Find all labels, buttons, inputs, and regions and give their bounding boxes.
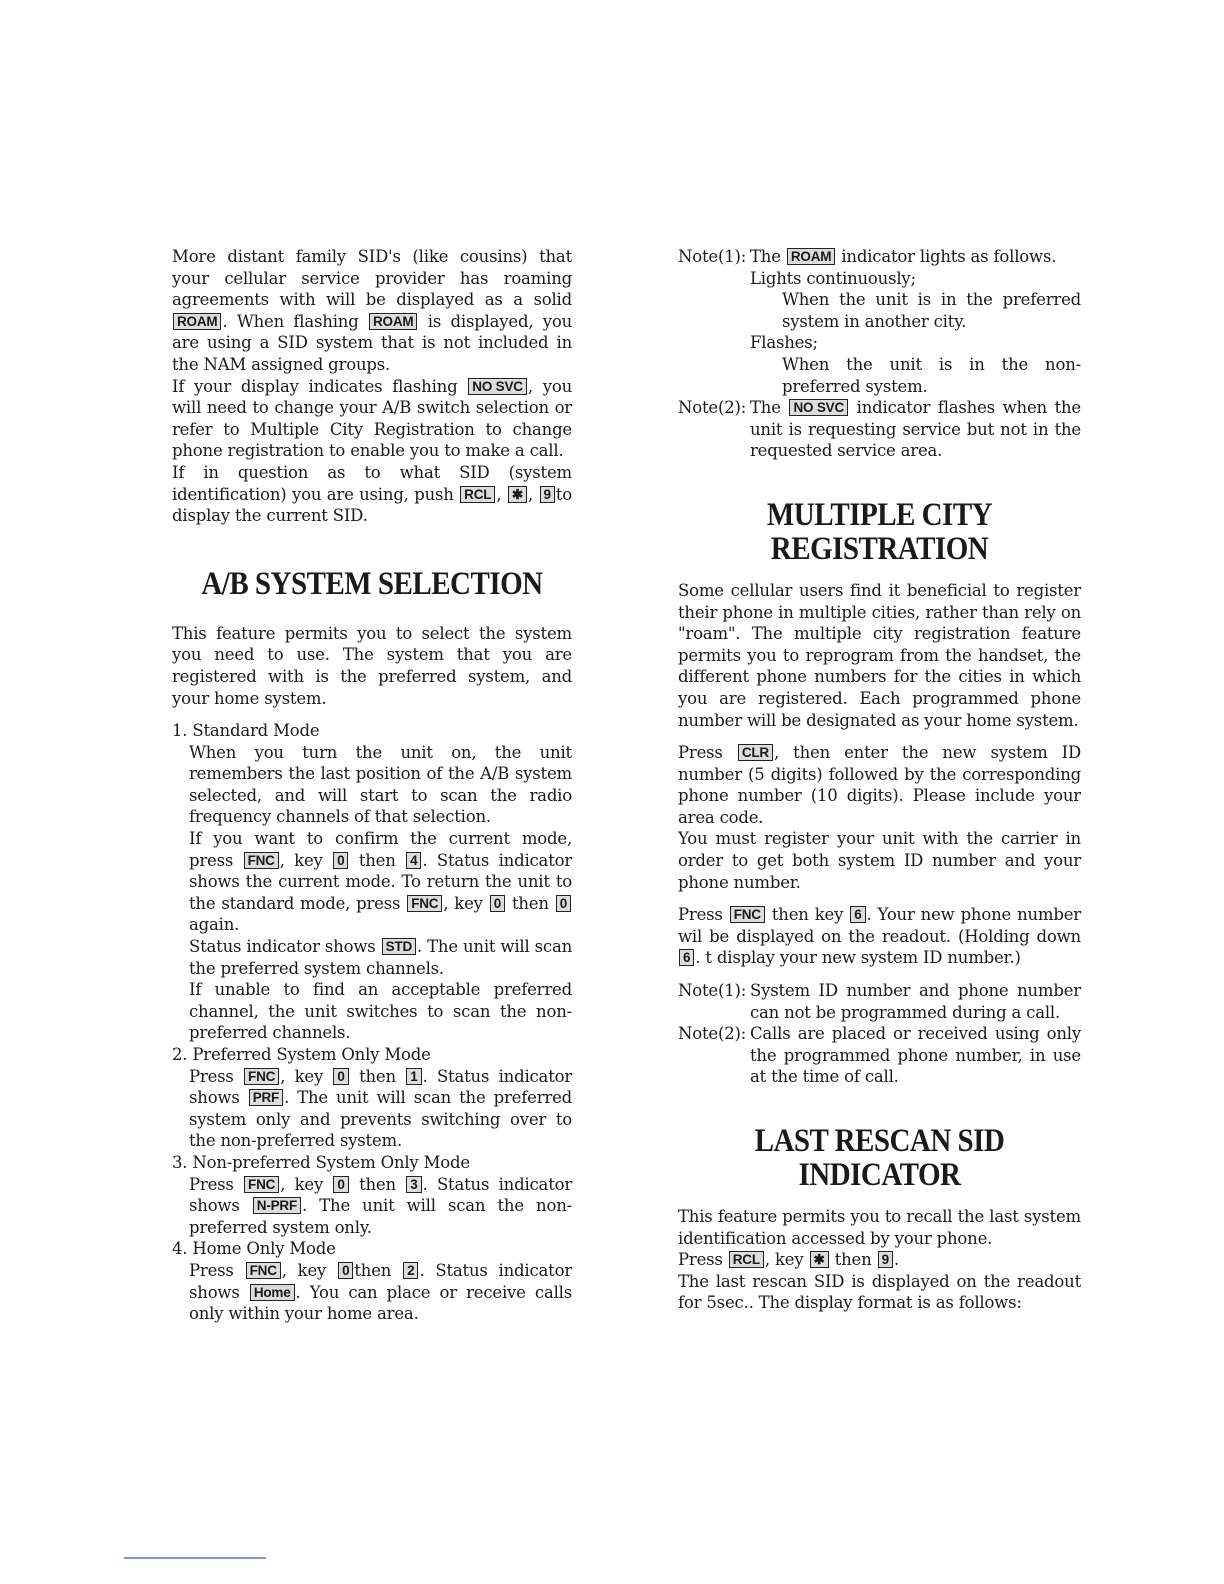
nosvc-key: NO SVC — [789, 399, 848, 416]
roam-key: ROAM — [787, 248, 835, 265]
ab-system-selection-heading: A/B SYSTEM SELECTION — [201, 565, 543, 602]
star-key: ✱ — [508, 486, 527, 503]
mcr-fnc-instructions: Press FNC then key 6 . Your new phone number wil be displayed on the readout. (Holding down 6 . t display your new system ID number.) — [678, 905, 1081, 968]
lr-instructions: Press RCL , key ✱ then 9 . — [678, 1250, 899, 1270]
item-3-title: 3. Non-preferred System Only Mode — [172, 1152, 470, 1172]
rcl-key: RCL — [460, 486, 495, 503]
clr-key: CLR — [738, 744, 773, 761]
lr-display-format: The last rescan SID is displayed on the readout for 5sec.. The display format is as follows: — [678, 1271, 1081, 1313]
item-1-status: Status indicator shows STD . The unit will scan the preferred system channels. — [189, 937, 573, 978]
mcr-clr-instructions: Press CLR , then enter the new system ID number (5 digits) followed by the corresponding phone number (10 digits). Please include your area code. — [678, 743, 1082, 827]
mcr-intro: Some cellular users find it beneficial to register their phone in multiple cities, rather than rely on "roam". The multiple city registration feature permits you to reprogram from the handset, the different phone numbers for the cities in which you are registered. Each programmed phone number will be designated as your home system. — [678, 580, 1081, 730]
one-key: 1 — [406, 1068, 421, 1085]
zero-key: 0 — [556, 895, 571, 912]
lr-intro: This feature permits you to recall the last system identification accessed by your phone. — [678, 1207, 1081, 1248]
item-1-text: When you turn the unit on, the unit remembers the last position of the A/B system selected, and will start to scan the radio frequency channels of that selection. — [189, 742, 572, 827]
prf-key: PRF — [249, 1089, 283, 1106]
left-column — [172, 246, 572, 1325]
fnc-key: FNC — [246, 1262, 281, 1279]
fnc-key: FNC — [244, 1068, 279, 1085]
rcl-key: RCL — [729, 1251, 764, 1268]
zero-key: 0 — [490, 895, 505, 912]
zero-key: 0 — [338, 1262, 353, 1279]
footnote-rule — [124, 1557, 266, 1559]
fnc-key: FNC — [407, 895, 442, 912]
intro-paragraph: More distant family SID's (like cousins) that your cellular service provider has roaming agreements with will be displayed as a solid ROAM . When flashing ROAM is displayed, you are using a SID system that is not included in the NAM assigned groups. — [172, 247, 573, 374]
item-4-title: 4. Home Only Mode — [172, 1239, 336, 1259]
nosvc-note: Note(2): The NO SVC indicator flashes when the unit is requesting service but not in the requested service area. — [678, 398, 1082, 461]
multiple-city-heading-line2: REGISTRATION — [770, 530, 989, 567]
roam-key: ROAM — [369, 313, 417, 330]
item-4-text: Press FNC , key 0 then 2 . Status indicator shows Home . You can place or receive calls only within your home area. — [189, 1260, 573, 1324]
four-key: 4 — [406, 852, 421, 869]
fnc-key: FNC — [244, 852, 279, 869]
nosvc-paragraph: If your display indicates flashing NO SVC , you will need to change your A/B switch selection or refer to Multiple City Registration to change phone registration to enable you to make a call. — [172, 376, 572, 461]
roam-note: Note(1): The ROAM indicator lights as follows. Lights continuously; When the unit is in the preferred system in another city. Flashes; When the unit is in the non-preferred system. — [678, 247, 1081, 396]
nprf-key: N-PRF — [253, 1197, 301, 1214]
six-key: 6 — [679, 949, 694, 966]
mcr-note-2: Note(2): Calls are placed or received using only the programmed phone number, in use at the time of call. — [678, 1024, 1081, 1087]
roam-key: ROAM — [173, 313, 221, 330]
item-3-text: Press FNC , key 0 then 3 . Status indicator shows N-PRF . The unit will scan the non-preferred system only. — [189, 1174, 573, 1237]
zero-key: 0 — [333, 852, 348, 869]
star-key: ✱ — [810, 1251, 829, 1268]
item-2-title: 2. Preferred System Only Mode — [172, 1045, 431, 1064]
two-key: 2 — [403, 1262, 418, 1279]
multiple-city-heading-line1: MULTIPLE CITY — [766, 496, 993, 533]
zero-key: 0 — [333, 1176, 348, 1193]
last-rescan-heading-line1: LAST RESCAN SID — [754, 1123, 1005, 1159]
item-2-text: Press FNC , key 0 then 1 . Status indicator shows PRF . The unit will scan the preferred system only and prevents switching over to the non-preferred system. — [189, 1066, 573, 1151]
fnc-key: FNC — [730, 906, 765, 923]
fnc-key: FNC — [244, 1176, 279, 1193]
mcr-register-note: You must register your unit with the carrier in order to get both system ID number and your phone number. — [678, 829, 1081, 892]
item-1-fallback: If unable to find an acceptable preferred channel, the unit switches to scan the non-preferred channels. — [189, 980, 572, 1043]
last-rescan-heading-line2: INDICATOR — [798, 1157, 961, 1193]
std-key: STD — [382, 938, 416, 955]
right-column — [678, 246, 1081, 1314]
item-1-confirm: If you want to confirm the current mode, press FNC , key 0 then 4 . Status indicator shows the current mode. To return the unit to the standard mode, press FNC , key 0 then 0 again. — [189, 829, 573, 935]
mcr-note-1: Note(1): System ID number and phone number can not be programmed during a call. — [678, 981, 1081, 1022]
nine-key: 9 — [878, 1251, 893, 1268]
three-key: 3 — [406, 1176, 421, 1193]
home-key: Home — [250, 1284, 295, 1301]
nosvc-key: NO SVC — [468, 378, 527, 395]
sid-paragraph: If in question as to what SID (system identification) you are using, push RCL , ✱ , 9 to display the current SID. — [172, 462, 572, 526]
item-1-title: 1. Standard Mode — [172, 721, 320, 741]
zero-key: 0 — [333, 1068, 348, 1085]
nine-key: 9 — [540, 486, 555, 503]
ab-feature-text: This feature permits you to select the system you need to use. The system that you are registered with is the preferred system, and your home system. — [172, 623, 572, 708]
six-key: 6 — [850, 906, 865, 923]
